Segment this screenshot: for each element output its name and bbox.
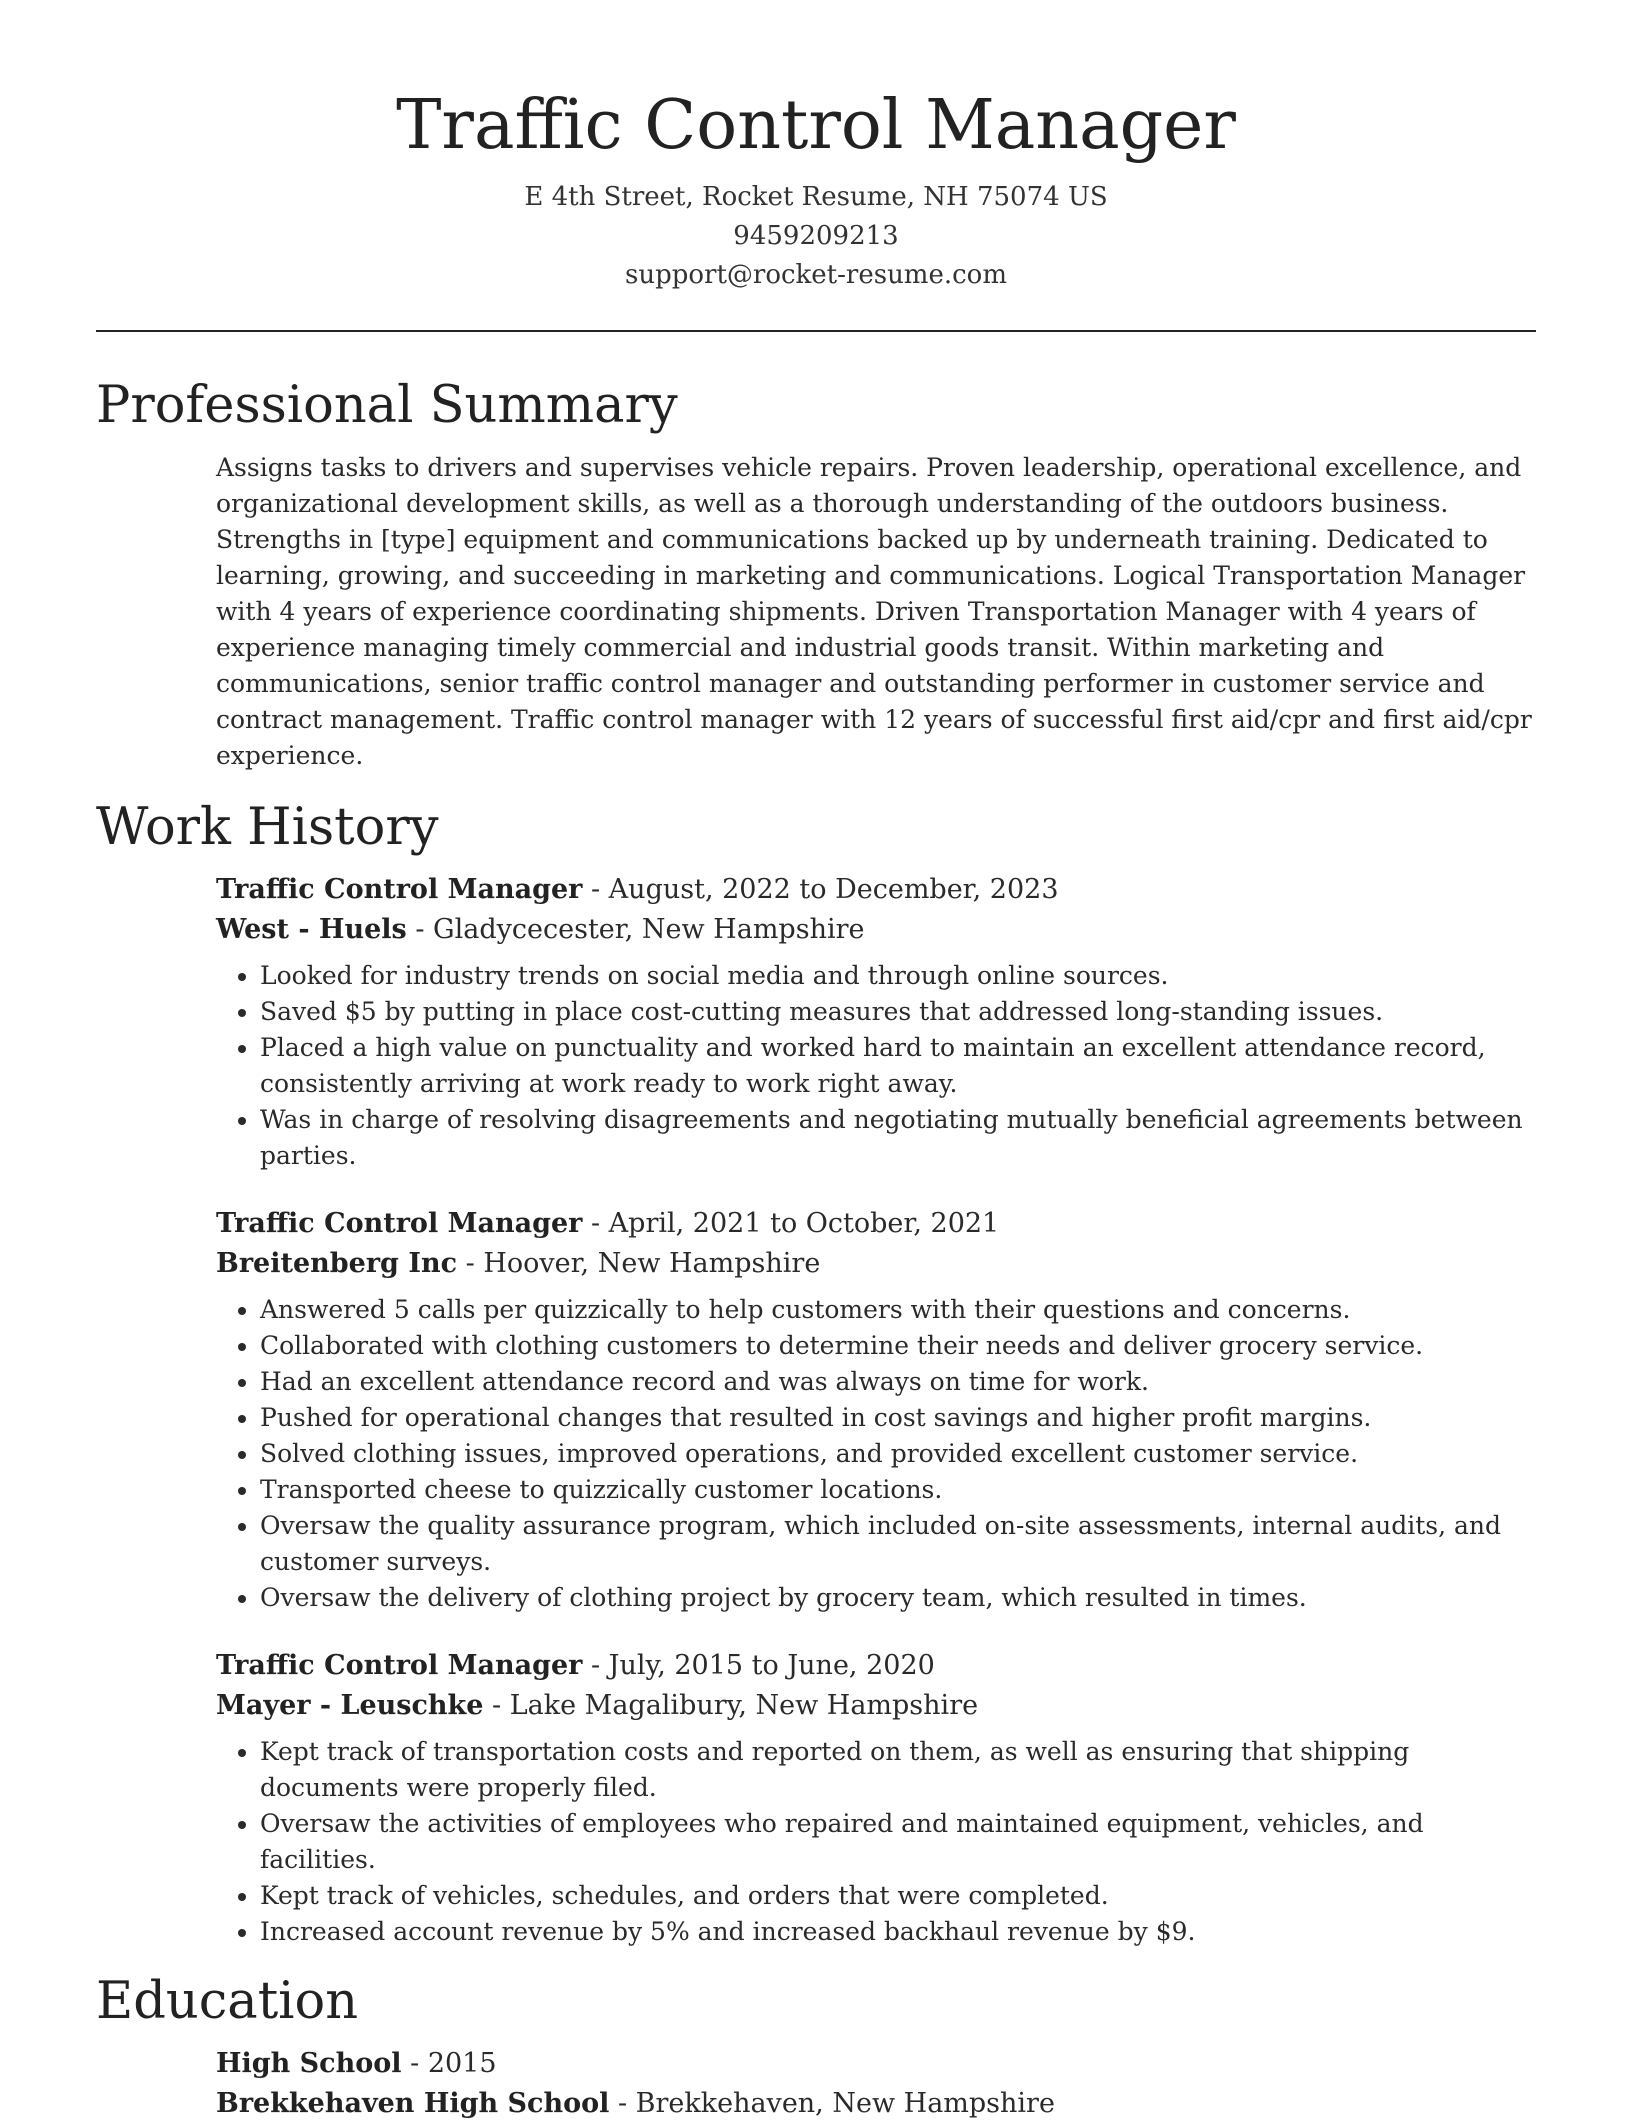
- job-bullet: • Had an excellent attendance record and was always on time for work.: [260, 1364, 1536, 1400]
- job-bullet: • Oversaw the activities of employees who repaired and maintained equipment, vehicles, and facilities.: [260, 1806, 1536, 1878]
- job-company-line: [216, 1686, 1536, 1726]
- job-bullet: • Oversaw the delivery of clothing project by grocery team, which resulted in times.: [260, 1580, 1536, 1616]
- job-bullet: • Placed a high value on punctuality and worked hard to maintain an excellent attendance record, consistently arriving at work ready to work right away.: [260, 1030, 1536, 1102]
- summary-heading: Professional Summary: [96, 376, 678, 435]
- job-role: Traffic Control Manager: [216, 1208, 583, 1239]
- job-bullet: • Kept track of vehicles, schedules, and orders that were completed.: [260, 1878, 1536, 1914]
- job-entry: [216, 1204, 1536, 1616]
- job-location: - Hoover, New Hampshire: [457, 1248, 821, 1279]
- job-company-line: [216, 910, 1536, 950]
- job-bullet: • Looked for industry trends on social media and through online sources.: [260, 958, 1536, 994]
- job-bullet: • Was in charge of resolving disagreements and negotiating mutually beneficial agreements between parties.: [260, 1102, 1536, 1174]
- job-company: Breitenberg Inc: [216, 1248, 458, 1279]
- header-divider: [96, 330, 1536, 332]
- job-bullet: • Transported cheese to quizzically customer locations.: [260, 1472, 1536, 1508]
- resume-header: [96, 0, 1536, 295]
- education-location: - Brekkehaven, New Hampshire: [609, 2088, 1055, 2119]
- job-bullet: • Oversaw the quality assurance program, which included on-site assessments, internal audits, and customer surveys.: [260, 1508, 1536, 1580]
- job-company-line: [216, 1244, 1536, 1284]
- job-dates: - July, 2015 to June, 2020: [582, 1650, 935, 1681]
- work-history-heading: Work History: [96, 798, 439, 857]
- education-school-line: [216, 2084, 1536, 2124]
- job-bullet: • Saved $5 by putting in place cost-cutting measures that addressed long-standing issues.: [260, 994, 1536, 1030]
- job-title-line: [216, 1204, 1536, 1244]
- job-location: - Lake Magalibury, New Hampshire: [483, 1690, 979, 1721]
- education-school: Brekkehaven High School: [216, 2088, 610, 2119]
- job-dates: - April, 2021 to October, 2021: [582, 1208, 1000, 1239]
- job-title-line: [216, 870, 1536, 910]
- contact-info: [96, 178, 1536, 295]
- education-degree-line: [216, 2044, 1536, 2084]
- job-title-line: [216, 1646, 1536, 1686]
- candidate-name: Traffic Control Manager: [396, 86, 1236, 165]
- resume-page: [96, 0, 1536, 2124]
- job-role: Traffic Control Manager: [216, 874, 583, 905]
- job-bullets: [216, 1734, 1536, 1950]
- job-bullet: • Solved clothing issues, improved operations, and provided excellent customer service.: [260, 1436, 1536, 1472]
- education-entry: [216, 2044, 1536, 2124]
- summary-text: Assigns tasks to drivers and supervises vehicle repairs. Proven leadership, operational excellence, and organizational development skills, as well as a thorough understanding of the outdoors business. Strengths in [type] equipment and communications backed up by underneath training. Dedicated to learning, growing, and succeeding in marketing and communications. Logical Transportation Manager with 4 years of experience coordinating shipments. Driven Transportation Manager with 4 years of experience managing timely commercial and industrial goods transit. Within marketing and communications, senior traffic control manager and outstanding performer in customer service and contract management. Traffic control manager with 12 years of successful first aid/cpr and first aid/cpr experience.: [216, 453, 1532, 770]
- work-history-list: [216, 870, 1536, 1950]
- education-heading: Education: [96, 1972, 359, 2031]
- address: E 4th Street, Rocket Resume, NH 75074 US: [524, 182, 1108, 212]
- job-bullet: • Collaborated with clothing customers to determine their needs and deliver grocery service.: [260, 1328, 1536, 1364]
- job-bullet: • Kept track of transportation costs and reported on them, as well as ensuring that shipping documents were properly filed.: [260, 1734, 1536, 1806]
- email-address: support@rocket-resume.com: [624, 260, 1007, 290]
- job-bullets: [216, 958, 1536, 1174]
- job-company: West - Huels: [216, 914, 407, 945]
- phone-number: 9459209213: [733, 221, 899, 251]
- education-year: - 2015: [401, 2048, 497, 2079]
- job-dates: - August, 2022 to December, 2023: [582, 874, 1059, 905]
- job-location: - Gladycecester, New Hampshire: [406, 914, 865, 945]
- job-entry: [216, 870, 1536, 1174]
- job-bullet: • Answered 5 calls per quizzically to help customers with their questions and concerns.: [260, 1292, 1536, 1328]
- job-bullet: • Pushed for operational changes that resulted in cost savings and higher profit margins.: [260, 1400, 1536, 1436]
- job-bullets: [216, 1292, 1536, 1616]
- job-bullet: • Increased account revenue by 5% and increased backhaul revenue by $9.: [260, 1914, 1536, 1950]
- job-role: Traffic Control Manager: [216, 1650, 583, 1681]
- job-entry: [216, 1646, 1536, 1950]
- job-company: Mayer - Leuschke: [216, 1690, 484, 1721]
- education-degree: High School: [216, 2048, 402, 2079]
